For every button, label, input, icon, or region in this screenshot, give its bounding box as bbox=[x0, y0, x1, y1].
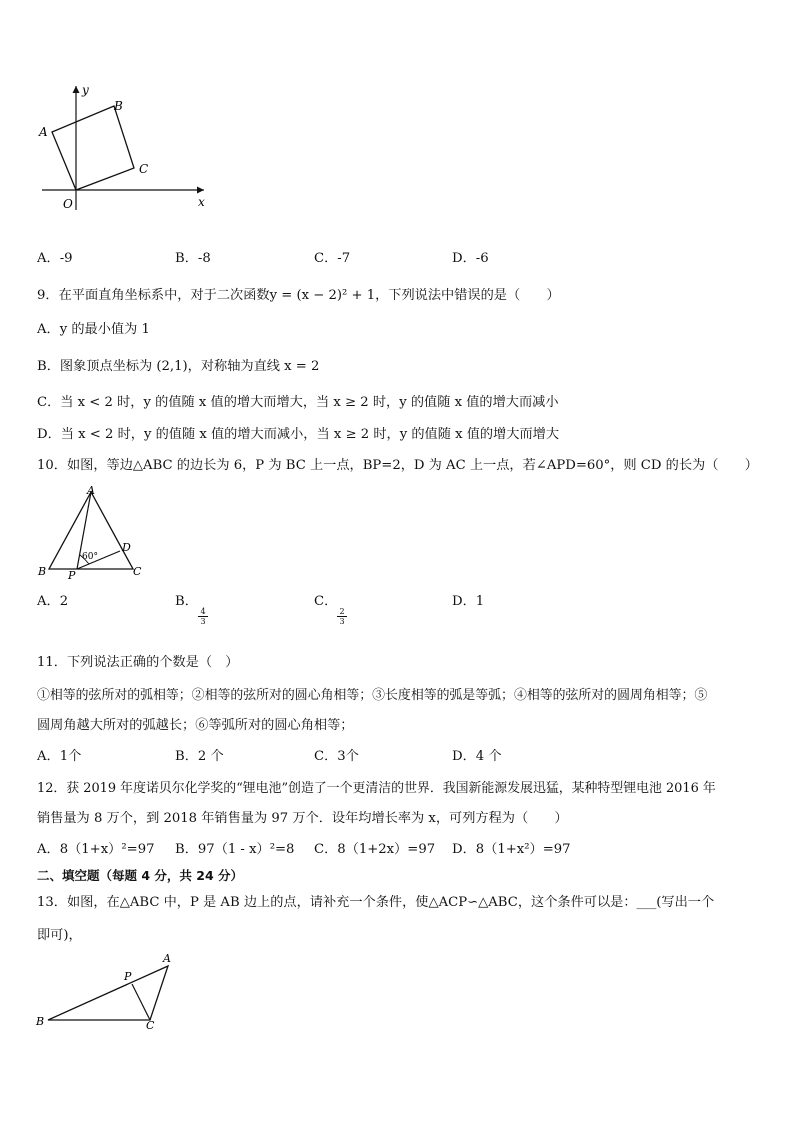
q11-stem: 11．下列说法正确的个数是（ ） bbox=[37, 655, 239, 670]
point-c-label: C bbox=[146, 1019, 155, 1030]
q11-option-c: C．3个 bbox=[314, 749, 359, 764]
q11-body-line-2: 圆周角越大所对的弧越长；⑥等弧所对的圆心角相等； bbox=[37, 718, 354, 733]
point-b-label: B bbox=[38, 565, 47, 578]
q12-stem-line-2: 销售量为 8 万个，到 2018 年销售量为 97 万个．设年均增长率为 x，可列方程为（ ） bbox=[37, 811, 568, 826]
q9-stem: 9．在平面直角坐标系中，对于二次函数y = (x − 2)² + 1，下列说法中错误的是（ ） bbox=[37, 288, 560, 303]
q10-stem: 10．如图，等边△ABC 的边长为 6，P 为 BC 上一点，BP=2，D 为 AC 上一点，若∠APD=60°，则 CD 的长为（ ） bbox=[37, 458, 758, 473]
point-b-label: B bbox=[114, 99, 123, 113]
q10-option-a: A．2 bbox=[37, 594, 69, 609]
q8-option-c: C．-7 bbox=[314, 251, 351, 266]
q8-figure bbox=[30, 80, 220, 215]
q13-stem-line-1: 13．如图，在△ABC 中，P 是 AB 边上的点，请补充一个条件，使△ACP∽△ABC，这个条件可以是：___(写出一个 bbox=[37, 895, 715, 910]
q9-option-d: D．当 x < 2 时，y 的值随 x 值的增大而减小，当 x ≥ 2 时，y 的值随 x 值的增大而增大 bbox=[37, 427, 560, 442]
point-a-label: A bbox=[163, 952, 171, 965]
x-axis-label: x bbox=[198, 195, 205, 209]
y-axis-label: y bbox=[82, 83, 89, 97]
q9-option-b: B．图象顶点坐标为 (2,1)，对称轴为直线 x = 2 bbox=[37, 359, 320, 374]
point-a-label: A bbox=[87, 484, 95, 497]
q11-option-b: B．2 个 bbox=[175, 749, 224, 764]
fraction-denominator: 3 bbox=[337, 616, 347, 626]
q11-body-line-1: ①相等的弦所对的弧相等；②相等的弦所对的圆心角相等；③长度相等的弧是等弧；④相等的弦所对的圆周角相等；⑤ bbox=[37, 688, 708, 703]
point-p-label: P bbox=[68, 569, 76, 581]
point-d-label: D bbox=[122, 541, 131, 554]
q9-option-a: A．y 的最小值为 1 bbox=[37, 322, 150, 337]
q12-stem-line-1: 12．获 2019 年度诺贝尔化学奖的“锂电池”创造了一个更清洁的世界．我国新能源发展迅猛，某种特型锂电池 2016 年 bbox=[37, 781, 716, 796]
point-c-label: C bbox=[139, 162, 149, 176]
square-oabc bbox=[52, 106, 134, 190]
q12-option-a: A．8（1+x）²=97 bbox=[37, 842, 155, 857]
q12-option-b: B．97（1 - x）²=8 bbox=[175, 842, 295, 857]
q12-option-d: D．8（1+x²）=97 bbox=[452, 842, 571, 857]
fraction-numerator: 2 bbox=[339, 607, 345, 616]
fraction-numerator: 4 bbox=[200, 607, 206, 616]
point-p-label: P bbox=[124, 970, 132, 983]
point-a-label: A bbox=[39, 125, 48, 139]
q8-option-b: B．-8 bbox=[175, 251, 211, 266]
segment-pc bbox=[132, 984, 150, 1020]
q13-stem-line-2: 即可)， bbox=[37, 928, 82, 943]
point-c-label: C bbox=[133, 565, 142, 578]
q9-option-c: C．当 x < 2 时，y 的值随 x 值的增大而增大，当 x ≥ 2 时，y 的值随 x 值的增大而减小 bbox=[37, 395, 559, 410]
q10-option-c: C． bbox=[314, 594, 338, 609]
q8-option-a: A．-9 bbox=[37, 251, 73, 266]
point-b-label: B bbox=[36, 1015, 45, 1028]
q10-figure bbox=[35, 483, 150, 581]
angle-label: 60° bbox=[82, 552, 98, 562]
origin-label: O bbox=[63, 197, 73, 211]
q12-option-c: C．8（1+2x）=97 bbox=[314, 842, 436, 857]
q8-option-d: D．-6 bbox=[452, 251, 489, 266]
q10-option-d: D．1 bbox=[452, 594, 485, 609]
q11-option-d: D．4 个 bbox=[452, 749, 502, 764]
q10-option-b: B． bbox=[175, 594, 198, 609]
triangle-abc bbox=[48, 966, 168, 1020]
q10-option-b-fraction bbox=[198, 607, 208, 626]
q11-option-a: A．1个 bbox=[37, 749, 82, 764]
q13-figure bbox=[35, 950, 180, 1030]
fraction-denominator: 3 bbox=[198, 616, 208, 626]
q10-option-c-fraction bbox=[337, 607, 347, 626]
section-heading: 二、填空题（每题 4 分，共 24 分） bbox=[37, 868, 244, 883]
